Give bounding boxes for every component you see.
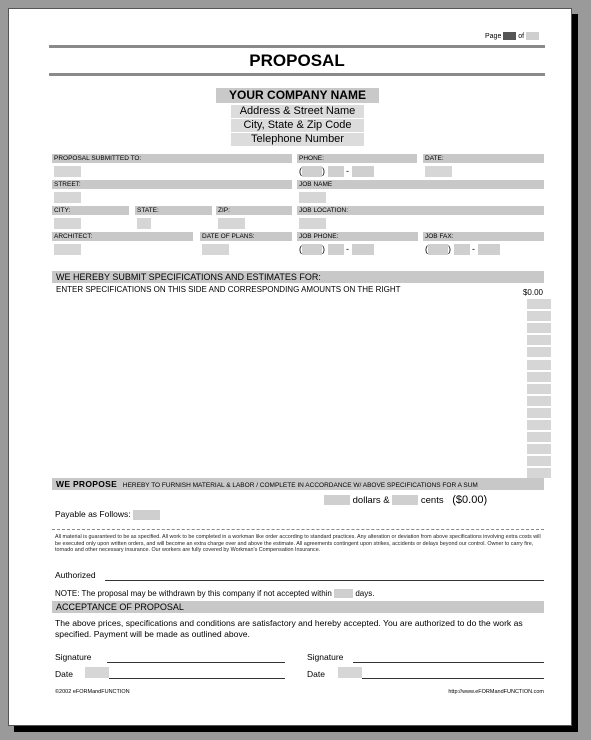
we-propose-text: HEREBY TO FURNISH MATERIAL & LABOR / COMPLETE IN ACCORDANCE W/ ABOVE SPECIFICATIONS FOR A SUM [122, 482, 478, 489]
job-phone-dash: - [346, 244, 350, 254]
state-field[interactable] [137, 218, 151, 229]
job-phone-area-field[interactable] [302, 244, 322, 255]
company-city-state-zip[interactable]: City, State & Zip Code [231, 119, 364, 132]
job-fax-line-field[interactable] [478, 244, 500, 255]
specifications-heading: WE HEREBY SUBMIT SPECIFICATIONS AND ESTIMATES FOR: [52, 271, 544, 283]
amount-cell[interactable] [527, 299, 551, 310]
date-line-left [109, 678, 285, 679]
job-fax-prefix-field[interactable] [454, 244, 470, 255]
amount-cell[interactable] [527, 396, 551, 407]
job-phone-open-paren: ( [299, 244, 302, 254]
date-line-right [362, 678, 544, 679]
note-suffix: days. [355, 589, 375, 598]
amount-cell[interactable] [527, 384, 551, 395]
phone-dash: - [346, 166, 350, 176]
zip-field[interactable] [218, 218, 245, 229]
job-fax-open-paren: ( [425, 244, 428, 254]
job-fax-area-field[interactable] [428, 244, 448, 255]
page-shadow-bottom [14, 726, 578, 732]
phone-label: PHONE: [297, 154, 417, 163]
job-phone-line-field[interactable] [352, 244, 374, 255]
sum-row [324, 494, 487, 507]
authorized-signature-line[interactable] [105, 580, 544, 581]
city-label: CITY: [52, 206, 129, 215]
page-counter [485, 32, 539, 41]
dollars-field[interactable] [324, 495, 350, 505]
company-name[interactable]: YOUR COMPANY NAME [216, 88, 379, 103]
date-of-plans-field[interactable] [202, 244, 229, 255]
job-phone-close-paren: ) [322, 244, 325, 254]
amount-cell[interactable] [527, 347, 551, 358]
specifications-textarea[interactable] [54, 296, 520, 472]
date-field[interactable] [425, 166, 452, 177]
terms-divider [52, 529, 544, 530]
job-location-label: JOB LOCATION: [297, 206, 544, 215]
we-propose-bar [52, 478, 544, 490]
city-field[interactable] [54, 218, 81, 229]
sum-total: ($0.00) [452, 494, 488, 506]
job-phone-field-group [299, 244, 374, 255]
document-page [8, 8, 572, 726]
phone-close-paren: ) [322, 166, 325, 176]
date-label: DATE: [423, 154, 544, 163]
page-number-field[interactable] [503, 32, 516, 40]
note-text: The proposal may be withdrawn by this company if not accepted within [81, 589, 332, 598]
phone-line-field[interactable] [352, 166, 374, 177]
phone-field-group [299, 166, 374, 177]
signature-line-left[interactable] [107, 662, 285, 663]
terms-fine-print: All material is guaranteed to be as specified. All work to be completed in a workman like order according to standard practices. Any alteration or deviation from above specifications involving extra costs will be executed only upon written orders, and will become an extra charge over and above the estimate. All agreements contingent upon strikes, accidents or delays beyond our control. Owner to carry fire, tornado and other necessary insurance. Our workers are fully covered by Workman's Compensation Insurance. [55, 534, 541, 554]
job-fax-dash: - [472, 244, 476, 254]
payable-label: Payable as Follows: [55, 509, 131, 519]
signature-line-right[interactable] [353, 662, 544, 663]
page-label: Page [485, 33, 502, 40]
phone-prefix-field[interactable] [328, 166, 344, 177]
amount-total-top: $0.00 [522, 288, 543, 297]
note-days-field[interactable] [334, 589, 353, 598]
amount-cell[interactable] [527, 335, 551, 346]
we-propose-label: WE PROPOSE [56, 479, 118, 489]
architect-label: ARCHITECT: [52, 232, 193, 241]
authorized-label: Authorized [55, 570, 96, 580]
specifications-instruction: ENTER SPECIFICATIONS ON THIS SIDE AND CORRESPONDING AMOUNTS ON THE RIGHT [56, 285, 401, 294]
street-label: STREET: [52, 180, 292, 189]
date-field-right[interactable] [338, 667, 362, 678]
page-shadow-right [572, 14, 578, 730]
dollars-label: dollars & [352, 495, 390, 506]
amount-cell[interactable] [527, 323, 551, 334]
footer-url[interactable]: http://www.eFORMandFUNCTION.com [448, 689, 544, 695]
amount-cell[interactable] [527, 311, 551, 322]
page-title: PROPOSAL [249, 51, 345, 70]
signature-label-right: Signature [307, 652, 344, 662]
amount-cell[interactable] [527, 444, 551, 455]
state-label: STATE: [135, 206, 212, 215]
job-location-field[interactable] [299, 218, 326, 229]
submitted-to-label: PROPOSAL SUBMITTED TO: [52, 154, 292, 163]
title-rule-top [49, 45, 545, 48]
date-label-left: Date [55, 669, 73, 679]
job-phone-label: JOB PHONE: [297, 232, 418, 241]
acceptance-heading: ACCEPTANCE OF PROPOSAL [52, 601, 544, 613]
job-phone-prefix-field[interactable] [328, 244, 344, 255]
acceptance-text: The above prices, specifications and conditions are satisfactory and hereby accepted. You are authorized to do the work as specified. Payment will be made as outlined above. [55, 618, 523, 639]
company-address[interactable]: Address & Street Name [231, 105, 364, 118]
street-field[interactable] [54, 192, 81, 203]
cents-field[interactable] [392, 495, 418, 505]
job-fax-label: JOB FAX: [423, 232, 544, 241]
date-field-left[interactable] [85, 667, 109, 678]
payable-row [55, 509, 160, 520]
job-name-label: JOB NAME [297, 180, 544, 189]
company-phone[interactable]: Telephone Number [231, 133, 364, 146]
footer-copyright: ©2002 eFORMandFUNCTION [55, 689, 130, 695]
of-label: of [518, 33, 525, 40]
phone-open-paren: ( [299, 166, 302, 176]
amount-cell[interactable] [527, 408, 551, 419]
architect-field[interactable] [54, 244, 81, 255]
signature-label-left: Signature [55, 652, 92, 662]
job-fax-field-group [425, 244, 500, 255]
payable-field[interactable] [133, 510, 160, 520]
cents-label: cents [420, 495, 444, 506]
amount-cell[interactable] [527, 360, 551, 371]
submitted-to-field[interactable] [54, 166, 81, 177]
note-row [55, 588, 374, 599]
amount-cell[interactable] [527, 420, 551, 431]
amount-cell[interactable] [527, 456, 551, 467]
zip-label: ZIP: [216, 206, 292, 215]
job-name-field[interactable] [299, 192, 326, 203]
date-of-plans-label: DATE OF PLANS: [200, 232, 292, 241]
date-label-right: Date [307, 669, 325, 679]
amount-cell[interactable] [527, 432, 551, 443]
page-total-field[interactable] [526, 32, 539, 40]
job-fax-close-paren: ) [448, 244, 451, 254]
note-prefix: NOTE: [55, 589, 80, 598]
phone-area-field[interactable] [302, 166, 322, 177]
title-rule-bottom [49, 73, 545, 76]
amount-cell[interactable] [527, 372, 551, 383]
